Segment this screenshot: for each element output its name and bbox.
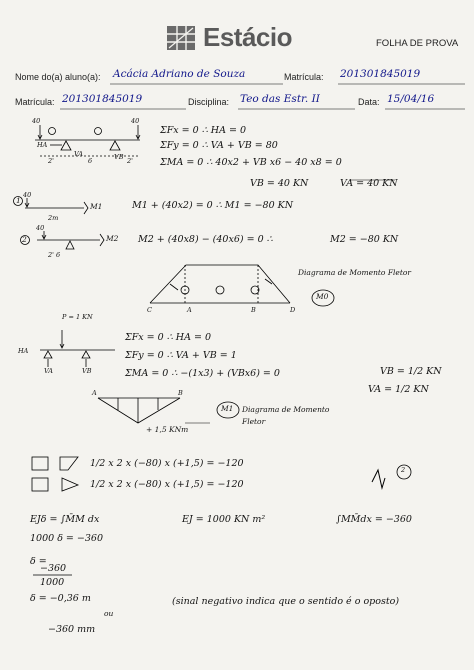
diagram-m0-point-a: A bbox=[187, 306, 192, 314]
c2-label: 2 bbox=[22, 235, 27, 244]
diagram-m1-label: Diagrama de Momento Fletor bbox=[242, 405, 330, 426]
matricula-value-1: 201301845019 bbox=[340, 68, 421, 80]
s1-right-load: 40 bbox=[131, 117, 140, 125]
sign-note: (sinal negativo indica que o sentido é o oposto) bbox=[172, 596, 400, 607]
c1-load: 40 bbox=[23, 191, 32, 199]
s1-eq1: ΣFx = 0 ∴ HA = 0 bbox=[160, 125, 246, 136]
p-eq1: ΣFx = 0 ∴ HA = 0 bbox=[125, 332, 211, 343]
c2-dims: 2' 6 bbox=[48, 251, 61, 259]
student-label: Nome do(a) aluno(a): bbox=[15, 72, 101, 82]
s1-dim2: 6 bbox=[88, 157, 93, 165]
data-value: 15/04/16 bbox=[387, 93, 435, 105]
integral-total: ∫MM̄dx = −360 bbox=[336, 514, 412, 525]
grade-circle: 2 bbox=[401, 466, 406, 474]
brand-name: Estácio bbox=[203, 22, 292, 52]
eq-ou: ou bbox=[104, 609, 114, 618]
diagram-m1-point-b: B bbox=[178, 389, 183, 397]
matricula-value-2: 201301845019 bbox=[62, 93, 143, 105]
diagram-m0-label: Diagrama de Momento Fletor bbox=[298, 268, 411, 277]
disciplina-label: Disciplina: bbox=[188, 97, 230, 107]
p-eq2: ΣFy = 0 ∴ VA + VB = 1 bbox=[125, 350, 237, 361]
student-name: Acácia Adriano de Souza bbox=[113, 68, 246, 80]
eq-a: 1000 δ = −360 bbox=[30, 533, 104, 544]
s1-dim3: 2' bbox=[127, 157, 133, 165]
point-load-label: P = 1 KN bbox=[62, 313, 93, 321]
s1-top-load: 40 bbox=[32, 117, 41, 125]
diagram-m1-tag: M1 bbox=[221, 404, 234, 413]
point-ha: HA bbox=[18, 347, 29, 355]
c2-eq: M2 + (40x8) − (40x6) = 0 ∴ bbox=[138, 234, 273, 245]
data-label: Data: bbox=[358, 97, 380, 107]
diagram-m0-point-c: C bbox=[147, 306, 152, 314]
s1-vb: VB bbox=[114, 153, 124, 161]
s1-eq2: ΣFy = 0 ∴ VA + VB = 80 bbox=[160, 140, 278, 151]
c1-dim: 2m bbox=[48, 214, 59, 222]
ej-value: EJ = 1000 KN m² bbox=[182, 514, 266, 525]
s1-res-va: VA = 40 KN bbox=[340, 178, 398, 189]
disciplina-value: Teo das Estr. II bbox=[240, 93, 320, 105]
diagram-m1-point-a: A bbox=[92, 389, 97, 397]
moment-diagram-m1 bbox=[98, 398, 180, 423]
eq-final: δ = −0,36 m bbox=[30, 593, 91, 604]
s1-ha: HA bbox=[37, 141, 48, 149]
p-eq3: ΣMA = 0 ∴ −(1x3) + (VBx6) = 0 bbox=[125, 368, 280, 379]
point-va: VA bbox=[44, 367, 53, 375]
c1-eq: M1 + (40x2) = 0 ∴ M1 = −80 KN bbox=[132, 200, 294, 211]
eq-b-numerator: −360 bbox=[40, 563, 67, 574]
s1-dim1: 2' bbox=[48, 157, 54, 165]
moment-diagram-m0 bbox=[150, 265, 290, 303]
p-res-vb: VB = 1/2 KN bbox=[380, 366, 442, 377]
p-res-va: VA = 1/2 KN bbox=[368, 384, 429, 395]
diagram-m0-point-d: D bbox=[290, 306, 296, 314]
diagram-m0-tag: M0 bbox=[316, 292, 329, 301]
s1-res-vb: VB = 40 KN bbox=[250, 178, 309, 189]
virtual-work-eq: EJδ = ∫M̄M dx bbox=[30, 514, 100, 525]
eq-b-lhs: δ = bbox=[30, 556, 47, 567]
eq-b-denominator: 1000 bbox=[40, 577, 65, 588]
c1-m: M1 bbox=[90, 202, 103, 211]
integral-eq-1: 1/2 x 2 x (−80) x (+1,5) = −120 bbox=[90, 458, 244, 469]
s1-eq3: ΣMA = 0 ∴ 40x2 + VB x6 − 40 x8 = 0 bbox=[160, 157, 342, 168]
form-title: FOLHA DE PROVA bbox=[376, 38, 459, 49]
s1-va: VA bbox=[74, 150, 83, 158]
diagram-m1-value: + 1,5 KNm bbox=[146, 425, 189, 434]
c1-label: 1 bbox=[16, 196, 21, 205]
point-vb: VB bbox=[82, 367, 92, 375]
c2-res: M2 = −80 KN bbox=[330, 234, 399, 245]
matricula-label-1: Matrícula: bbox=[284, 72, 324, 82]
eq-mm: −360 mm bbox=[48, 624, 96, 635]
c2-load: 40 bbox=[36, 224, 45, 232]
integral-eq-2: 1/2 x 2 x (−80) x (+1,5) = −120 bbox=[90, 479, 244, 490]
matricula-label-2: Matrícula: bbox=[15, 97, 55, 107]
diagram-m0-point-b: B bbox=[251, 306, 256, 314]
c2-m: M2 bbox=[106, 234, 119, 243]
